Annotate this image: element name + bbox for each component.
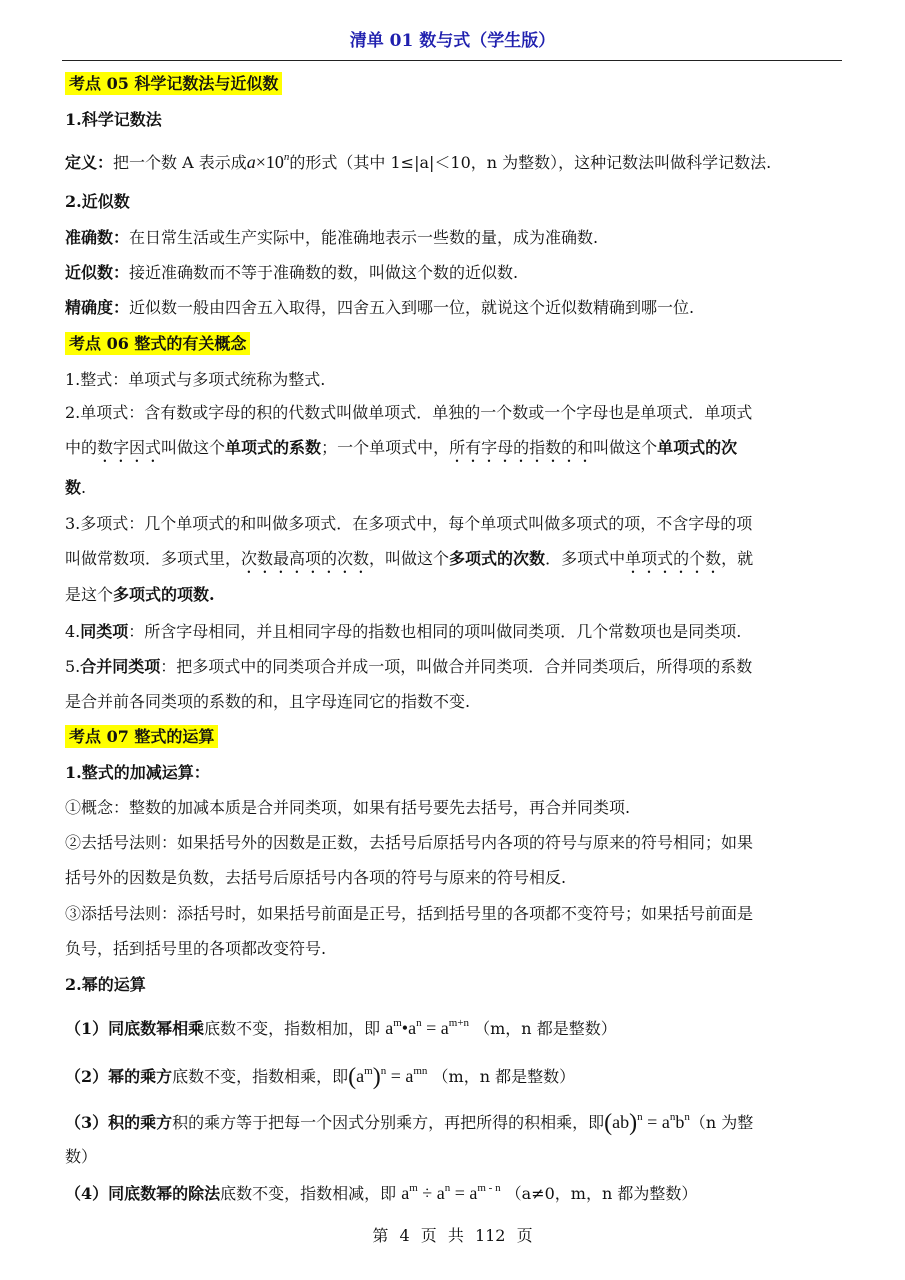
rule-4-line: （4）同底数幂的除法底数不变，指数相减，即 $a^m \div a^n = a^{m - n}$ （a≠0，m，n 都为整数）	[65, 1182, 698, 1203]
exact-number-label: 准确数：	[65, 228, 130, 247]
emph-monomial-count: 单项式的个数	[625, 549, 722, 568]
page-footer: 第 4 页 共 112 页	[372, 1226, 533, 1245]
section-05-title: 考点 05 科学记数法与近似数	[65, 72, 282, 95]
rule-2-label: （2）幂的乘方	[65, 1067, 173, 1086]
remove-brackets-line-2: 括号外的因数是负数，去括号后原括号内各项的符号与原来的符号相反.	[65, 868, 567, 887]
term-polynomial-degree: 多项式的次数	[449, 549, 546, 568]
section-06-heading	[65, 332, 845, 356]
combine-like-terms-line-2: 是合并前各同类项的系数的和，且字母连同它的指数不变.	[65, 692, 471, 711]
term-monomial-degree: 单项式的次	[657, 438, 738, 457]
emph-highest-degree: 次数最高项的次数	[241, 549, 370, 568]
rule-2-formula: $(a^m)^n = a^{mn}$	[348, 1064, 428, 1090]
header-divider	[62, 60, 842, 61]
monomial-line-2: 中的数字因式叫做这个单项式的系数；一个单项式中，所有字母的指数的和叫做这个单项式的次	[65, 438, 738, 457]
rule-3-line-2: 数）	[65, 1147, 98, 1166]
sci-notation-formula: $a\times 10^n$	[246, 151, 290, 172]
rule-3-line: （3）积的乘方积的乘方等于把每一个因式分别乘方，再把所得的积相乘，即$(ab)^n = a^nb^n(n$ 为整	[65, 1110, 754, 1136]
term-like-terms: 同类项	[80, 622, 129, 641]
definition-text-b: 的形式（其中 1≤|a|＜10，n 为整数），这种记数法叫做科学记数法.	[289, 153, 772, 172]
polynomial-line-3: 是这个多项式的项数.	[65, 585, 215, 604]
rule-4-formula: $a^m \div a^n = a^{m - n}$	[401, 1182, 501, 1203]
section-07-heading	[65, 725, 845, 749]
polynomial-def-line: 1.整式：单项式与多项式统称为整式.	[65, 370, 326, 389]
monomial-line-3: 数.	[65, 478, 87, 497]
exact-number-line	[65, 226, 845, 250]
rule-3-formula: $(ab)^n = a^nb^n$	[604, 1110, 690, 1136]
approx-number-label: 近似数：	[65, 263, 130, 282]
precision-label: 精确度：	[65, 298, 130, 317]
precision-line	[65, 296, 845, 320]
approx-number-text: 接近准确数而不等于准确数的数，叫做这个数的近似数.	[129, 263, 519, 282]
monomial-line-1: 2.单项式：含有数或字母的积的代数式叫做单项式．单独的一个数或一个字母也是单项式．单项式	[65, 403, 753, 422]
approx-number-line	[65, 261, 845, 285]
definition-text-a: 把一个数 A 表示成	[113, 153, 247, 172]
term-monomial-coefficient: 单项式的系数	[225, 438, 322, 457]
page-header-title: 清单 01 数与式（学生版）	[349, 31, 556, 51]
polynomial-line-1: 3.多项式：几个单项式的和叫做多项式．在多项式中，每个单项式叫做多项式的项，不含字母的项	[65, 514, 753, 533]
remove-brackets-line-1: ②去括号法则：如果括号外的因数是正数，去括号后原括号内各项的符号与原来的符号相同；如果	[65, 833, 754, 852]
term-polynomial-terms: 多项式的项数	[113, 585, 210, 604]
rule-3-label: （3）积的乘方	[65, 1113, 173, 1132]
section-05-heading	[65, 72, 845, 96]
exact-number-text: 在日常生活或生产实际中，能准确地表示一些数的量，成为准确数.	[129, 228, 599, 247]
like-terms-line: 4.同类项：所含字母相同，并且相同字母的指数也相同的项叫做同类项．几个常数项也是同类项.	[65, 622, 742, 641]
add-brackets-line-2: 负号，括到括号里的各项都改变符号.	[65, 939, 327, 958]
sci-notation-subheading: 1.科学记数法	[65, 110, 162, 129]
power-ops-subheading: 2.幂的运算	[65, 975, 146, 994]
section-06-title: 考点 06 整式的有关概念	[65, 332, 250, 355]
term-combine-like-terms: 合并同类项	[80, 657, 161, 676]
rule-2-line: （2）幂的乘方底数不变，指数相乘，即$(a^m)^n = a^{mn}$ （m，n 都是整数）	[65, 1064, 576, 1090]
rule-1-line: （1）同底数幂相乘底数不变，指数相加，即 $a^m•a^n = a^{m+n}$ （m，n 都是整数）	[65, 1017, 617, 1038]
add-brackets-line-1: ③添括号法则：添括号时，如果括号前面是正号，括到括号里的各项都不变符号；如果括号前面是	[65, 904, 754, 923]
section-07-title: 考点 07 整式的运算	[65, 725, 218, 748]
definition-label: 定义：	[65, 153, 114, 172]
rule-1-label: （1）同底数幂相乘	[65, 1019, 205, 1038]
sci-notation-definition	[65, 150, 845, 175]
combine-like-terms-line-1: 5.合并同类项：把多项式中的同类项合并成一项，叫做合并同类项．合并同类项后，所得项的系数	[65, 657, 753, 676]
precision-text: 近似数一般由四舍五入取得，四舍五入到哪一位，就说这个近似数精确到哪一位.	[129, 298, 695, 317]
approx-subheading: 2.近似数	[65, 192, 130, 211]
concept-line: ①概念：整数的加减本质是合并同类项，如果有括号要先去括号，再合并同类项.	[65, 798, 631, 817]
emph-numeric-factor: 数字因式	[97, 438, 162, 457]
emph-sum-of-exponents: 所有字母的指数的和	[449, 438, 594, 457]
rule-4-label: （4）同底数幂的除法	[65, 1184, 221, 1203]
polynomial-line-2: 叫做常数项．多项式里，次数最高项的次数，叫做这个多项式的次数．多项式中单项式的个数，就	[65, 549, 754, 568]
rule-1-formula: $a^m•a^n = a^{m+n}$	[385, 1017, 470, 1038]
add-sub-subheading: 1.整式的加减运算：	[65, 763, 210, 782]
